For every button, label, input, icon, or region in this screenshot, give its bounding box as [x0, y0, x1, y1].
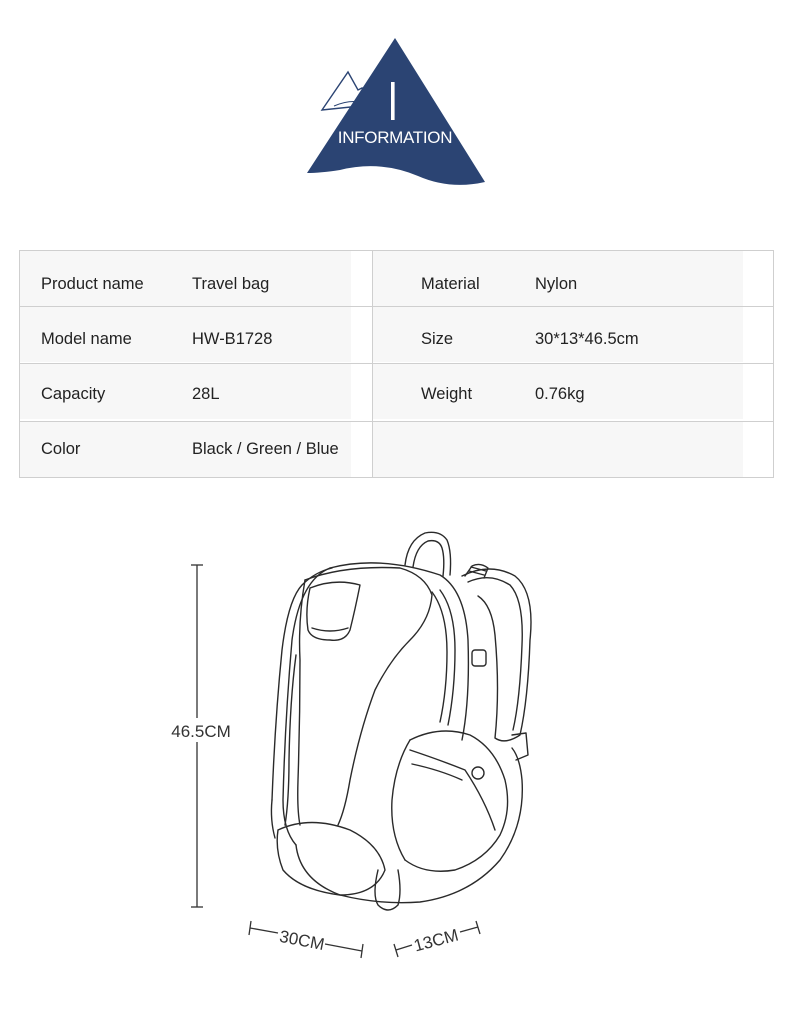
spec-label: Size [421, 330, 454, 348]
table-row [20, 251, 773, 306]
table-row [20, 422, 773, 477]
depth-label: 13CM [411, 925, 461, 956]
width-label: 30CM [277, 926, 326, 955]
spec-value: 30*13*46.5cm [535, 330, 639, 348]
table-row [20, 307, 773, 362]
mountain-triangle-icon [307, 38, 485, 185]
spec-value: Travel bag [192, 275, 270, 293]
spec-label: Weight [421, 385, 473, 403]
spec-label: Capacity [41, 385, 106, 403]
badge-title: INFORMATION [337, 128, 453, 147]
spec-value: Black / Green / Blue [192, 440, 339, 458]
backpack-outline-icon [271, 532, 531, 910]
spec-value: Nylon [535, 275, 578, 293]
spec-value: HW-B1728 [192, 330, 273, 348]
spec-label: Product name [41, 275, 144, 293]
spec-label: Color [41, 440, 81, 458]
spec-label: Material [421, 275, 480, 293]
information-badge [300, 30, 500, 200]
info-glyph [391, 82, 395, 120]
height-label: 46.5CM [171, 722, 231, 741]
spec-value: 0.76kg [535, 385, 585, 403]
backpack-diagram [0, 500, 790, 1000]
spec-table [19, 250, 774, 478]
spec-label: Model name [41, 330, 132, 348]
table-row [20, 364, 773, 419]
spec-value: 28L [192, 385, 220, 403]
